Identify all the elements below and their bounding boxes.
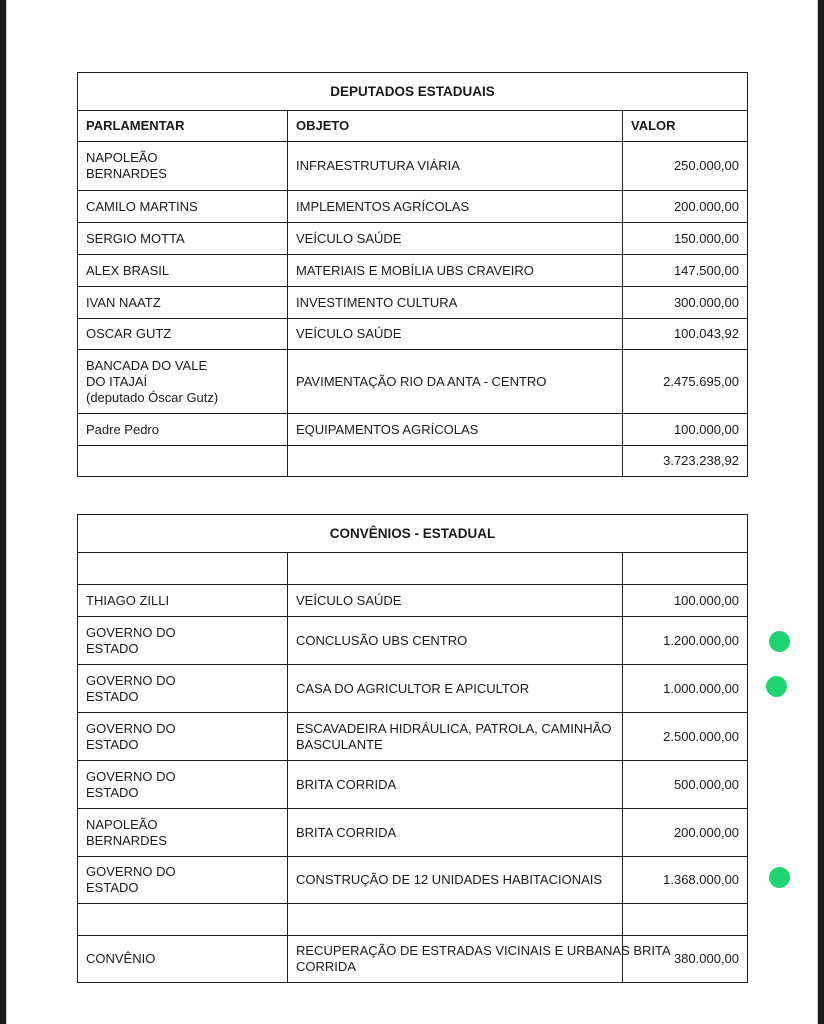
parlamentar-cell: GOVERNO DO ESTADO	[78, 617, 288, 665]
valor-cell: 100.000,00	[623, 414, 748, 446]
parlamentar-cell: GOVERNO DO ESTADO	[78, 857, 288, 904]
table-row	[78, 617, 748, 665]
empty-row	[78, 553, 748, 585]
empty-row	[78, 904, 748, 936]
table-row	[78, 809, 748, 857]
parlamentar-cell: GOVERNO DO ESTADO	[78, 761, 288, 809]
valor-cell: 1.000.000,00	[623, 665, 748, 713]
table-row	[78, 191, 748, 223]
empty-cell	[288, 553, 623, 585]
empty-cell	[623, 553, 748, 585]
table-row	[78, 287, 748, 319]
objeto-cell: RECUPERAÇÃO DE ESTRADAS VICINAIS E URBANAS BRITA CORRIDA	[288, 936, 623, 983]
table-row	[78, 319, 748, 350]
valor-cell: 250.000,00	[623, 142, 748, 191]
empty-cell	[623, 904, 748, 936]
column-header-valor: VALOR	[623, 111, 748, 142]
total-value: 3.723.238,92	[623, 446, 748, 477]
parlamentar-cell: NAPOLEÃO BERNARDES	[78, 809, 288, 857]
valor-cell: 100.043,92	[623, 319, 748, 350]
left-screen-edge	[0, 0, 6, 1024]
table-row	[78, 585, 748, 617]
table-row	[78, 255, 748, 287]
valor-cell: 147.500,00	[623, 255, 748, 287]
empty-cell	[288, 446, 623, 477]
table-row	[78, 414, 748, 446]
parlamentar-cell: ALEX BRASIL	[78, 255, 288, 287]
valor-cell: 300.000,00	[623, 287, 748, 319]
column-header-parlamentar: PARLAMENTAR	[78, 111, 288, 142]
valor-cell: 150.000,00	[623, 223, 748, 255]
parlamentar-cell: CAMILO MARTINS	[78, 191, 288, 223]
objeto-cell: CONCLUSÃO UBS CENTRO	[288, 617, 623, 665]
valor-cell: 200.000,00	[623, 809, 748, 857]
objeto-cell: ESCAVADEIRA HIDRÁULICA, PATROLA, CAMINHÃO BASCULANTE	[288, 713, 623, 761]
table-row	[78, 665, 748, 713]
objeto-cell: BRITA CORRIDA	[288, 809, 623, 857]
objeto-cell: CASA DO AGRICULTOR E APICULTOR	[288, 665, 623, 713]
valor-cell: 100.000,00	[623, 585, 748, 617]
objeto-cell: MATERIAIS E MOBÍLIA UBS CRAVEIRO	[288, 255, 623, 287]
convenios-estadual-table	[77, 514, 748, 983]
parlamentar-cell: IVAN NAATZ	[78, 287, 288, 319]
objeto-cell: INVESTIMENTO CULTURA	[288, 287, 623, 319]
table-title: DEPUTADOS ESTADUAIS	[78, 73, 748, 111]
table-title: CONVÊNIOS - ESTADUAL	[78, 515, 748, 553]
valor-cell: 1.200.000,00	[623, 617, 748, 665]
valor-cell: 500.000,00	[623, 761, 748, 809]
valor-cell: 1.368.000,00	[623, 857, 748, 904]
parlamentar-cell: THIAGO ZILLI	[78, 585, 288, 617]
green-marker-dot-unidades-habitacionais	[769, 867, 790, 888]
green-marker-dot-casa-agricultor	[766, 676, 787, 697]
parlamentar-cell: Padre Pedro	[78, 414, 288, 446]
empty-cell	[78, 553, 288, 585]
table-row	[78, 223, 748, 255]
valor-cell: 200.000,00	[623, 191, 748, 223]
objeto-cell: VEÍCULO SAÚDE	[288, 319, 623, 350]
green-marker-dot-ubs-centro	[769, 631, 790, 652]
objeto-cell: CONSTRUÇÃO DE 12 UNIDADES HABITACIONAIS	[288, 857, 623, 904]
valor-cell: 380.000,00	[623, 936, 748, 983]
right-screen-edge	[818, 0, 824, 1024]
deputados-estaduais-table	[77, 72, 748, 477]
parlamentar-cell: NAPOLEÃO BERNARDES	[78, 142, 288, 191]
parlamentar-cell: SERGIO MOTTA	[78, 223, 288, 255]
empty-cell	[78, 904, 288, 936]
total-row	[78, 446, 748, 477]
table-row	[78, 857, 748, 904]
table-row	[78, 936, 748, 983]
table-row	[78, 350, 748, 414]
objeto-cell: INFRAESTRUTURA VIÁRIA	[288, 142, 623, 191]
empty-cell	[78, 446, 288, 477]
parlamentar-cell: GOVERNO DO ESTADO	[78, 713, 288, 761]
parlamentar-cell: GOVERNO DO ESTADO	[78, 665, 288, 713]
objeto-cell: BRITA CORRIDA	[288, 761, 623, 809]
table-row	[78, 761, 748, 809]
column-header-objeto: OBJETO	[288, 111, 623, 142]
parlamentar-cell: CONVÊNIO	[78, 936, 288, 983]
objeto-cell: VEÍCULO SAÚDE	[288, 223, 623, 255]
table-row	[78, 142, 748, 191]
parlamentar-cell: OSCAR GUTZ	[78, 319, 288, 350]
empty-cell	[288, 904, 623, 936]
objeto-cell: PAVIMENTAÇÃO RIO DA ANTA - CENTRO	[288, 350, 623, 414]
valor-cell: 2.475.695,00	[623, 350, 748, 414]
objeto-cell: IMPLEMENTOS AGRÍCOLAS	[288, 191, 623, 223]
valor-cell: 2.500.000,00	[623, 713, 748, 761]
objeto-cell: VEÍCULO SAÚDE	[288, 585, 623, 617]
parlamentar-cell: BANCADA DO VALE DO ITAJAÍ (deputado Óscar Gutz)	[78, 350, 288, 414]
table-row	[78, 713, 748, 761]
objeto-cell: EQUIPAMENTOS AGRÍCOLAS	[288, 414, 623, 446]
